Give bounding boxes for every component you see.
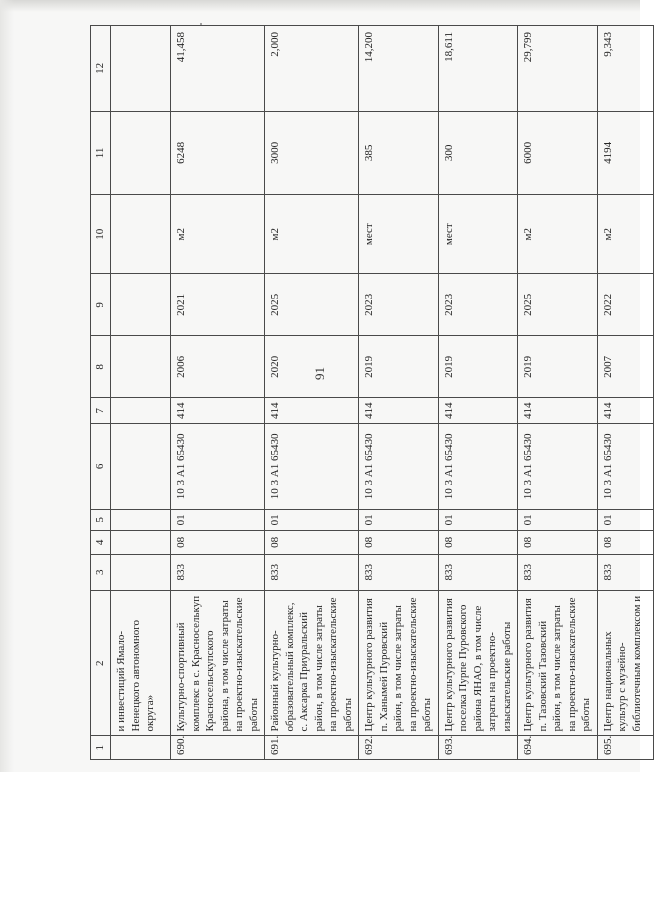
code-target-article: 10 3 А1 65430	[518, 424, 598, 510]
code-expense-type: 414	[171, 398, 265, 424]
column-header: 1	[91, 736, 111, 760]
code-subsection: 01	[171, 509, 265, 530]
end-year: 2023	[359, 274, 439, 336]
start-year: 2006	[171, 336, 265, 398]
column-header: 3	[91, 554, 111, 590]
code-expense-type: 414	[597, 398, 653, 424]
code-subsection: 01	[518, 509, 598, 530]
page-number: 91	[312, 367, 327, 380]
capacity: 4194	[597, 111, 653, 194]
amount: 41,458	[171, 26, 265, 112]
scan-edge-shadow-left	[0, 0, 14, 772]
table-row	[265, 26, 359, 760]
column-header: 6	[91, 424, 111, 510]
code-target-article: 10 3 А1 65430	[265, 424, 359, 510]
unit: м2	[265, 195, 359, 274]
code-ministry: 833	[597, 554, 653, 590]
start-year: 2019	[359, 336, 439, 398]
code-ministry: 833	[438, 554, 518, 590]
capacity: 6000	[518, 111, 598, 194]
column-header: 10	[91, 195, 111, 274]
capacity: 300	[438, 111, 518, 194]
code-subsection: 01	[438, 509, 518, 530]
object-name: Центр национальных культур с музейно-библиотечным комплексом и	[597, 590, 653, 736]
code-ministry: 833	[359, 554, 439, 590]
code-ministry: 833	[518, 554, 598, 590]
code-expense-type: 414	[438, 398, 518, 424]
code-subsection: 01	[359, 509, 439, 530]
row-number: 694.	[518, 736, 598, 760]
object-name: Центр культурного развития п. Тазовский Тазовский район, в том числе затраты на проектно-изыскательские работы	[518, 590, 598, 736]
code-section: 08	[438, 531, 518, 555]
end-year: 2025	[518, 274, 598, 336]
capacity: 3000	[265, 111, 359, 194]
continuation-row	[111, 26, 171, 760]
table-row	[171, 26, 265, 760]
table-row	[359, 26, 439, 760]
column-header: 5	[91, 509, 111, 530]
column-header: 7	[91, 398, 111, 424]
code-ministry: 833	[265, 554, 359, 590]
object-name: Центр культурного развития п. Ханымей Пуровский район, в том числе затраты на проектно-изыскательские работы	[359, 590, 439, 736]
column-header: 2	[91, 590, 111, 736]
code-expense-type: 414	[518, 398, 598, 424]
object-name: Районный культурно-образовательный комплекс, с. Аксарка Приуральский район, в том числе затраты на проектно-изыскательские работы	[265, 590, 359, 736]
investment-table	[90, 25, 654, 760]
column-number-row	[91, 26, 111, 760]
code-target-article: 10 3 А1 65430	[171, 424, 265, 510]
code-expense-type: 414	[265, 398, 359, 424]
column-header: 12	[91, 26, 111, 112]
column-header: 8	[91, 336, 111, 398]
code-section: 08	[359, 531, 439, 555]
start-year: 2007	[597, 336, 653, 398]
code-target-article: 10 3 А1 65430	[597, 424, 653, 510]
code-subsection: 01	[265, 509, 359, 530]
code-subsection: 01	[597, 509, 653, 530]
column-header: 11	[91, 111, 111, 194]
end-year: 2023	[438, 274, 518, 336]
table-row	[597, 26, 653, 760]
code-section: 08	[597, 531, 653, 555]
unit: мест	[438, 195, 518, 274]
scan-edge-shadow	[0, 0, 640, 12]
end-year: 2025	[265, 274, 359, 336]
column-header: 4	[91, 531, 111, 555]
start-year: 2019	[438, 336, 518, 398]
end-year: 2021	[171, 274, 265, 336]
object-name: Культурно-спортивный комплекс в с. Красноселькуп Красносельскупского района, в том числе затраты на проектно-изыскательские работы	[171, 590, 265, 736]
code-section: 08	[518, 531, 598, 555]
code-target-article: 10 3 А1 65430	[359, 424, 439, 510]
capacity: 6248	[171, 111, 265, 194]
end-year: 2022	[597, 274, 653, 336]
amount: 2,000	[265, 26, 359, 112]
row-number: 693.	[438, 736, 518, 760]
start-year: 2020	[265, 336, 359, 398]
code-section: 08	[171, 531, 265, 555]
continuation-text: и инвестиций Ямало-Ненецкого автономного округа»	[111, 590, 171, 736]
amount: 29,799	[518, 26, 598, 112]
unit: м2	[171, 195, 265, 274]
unit: мест	[359, 195, 439, 274]
amount: 18,611	[438, 26, 518, 112]
table-row	[518, 26, 598, 760]
start-year: 2019	[518, 336, 598, 398]
amount: 9,343	[597, 26, 653, 112]
code-ministry: 833	[171, 554, 265, 590]
amount: 14,200	[359, 26, 439, 112]
code-target-article: 10 3 А1 65430	[438, 424, 518, 510]
code-section: 08	[265, 531, 359, 555]
capacity: 385	[359, 111, 439, 194]
row-number: 695.	[597, 736, 653, 760]
row-number: 690.	[171, 736, 265, 760]
row-number: 691.	[265, 736, 359, 760]
table-row	[438, 26, 518, 760]
code-expense-type: 414	[359, 398, 439, 424]
row-number: 692.	[359, 736, 439, 760]
unit: м2	[518, 195, 598, 274]
unit: м2	[597, 195, 653, 274]
object-name: Центр культурного развития поселка Пурпе Пуровского района ЯНАО, в том числе затраты на проектно-изыскательские работы	[438, 590, 518, 736]
column-header: 9	[91, 274, 111, 336]
